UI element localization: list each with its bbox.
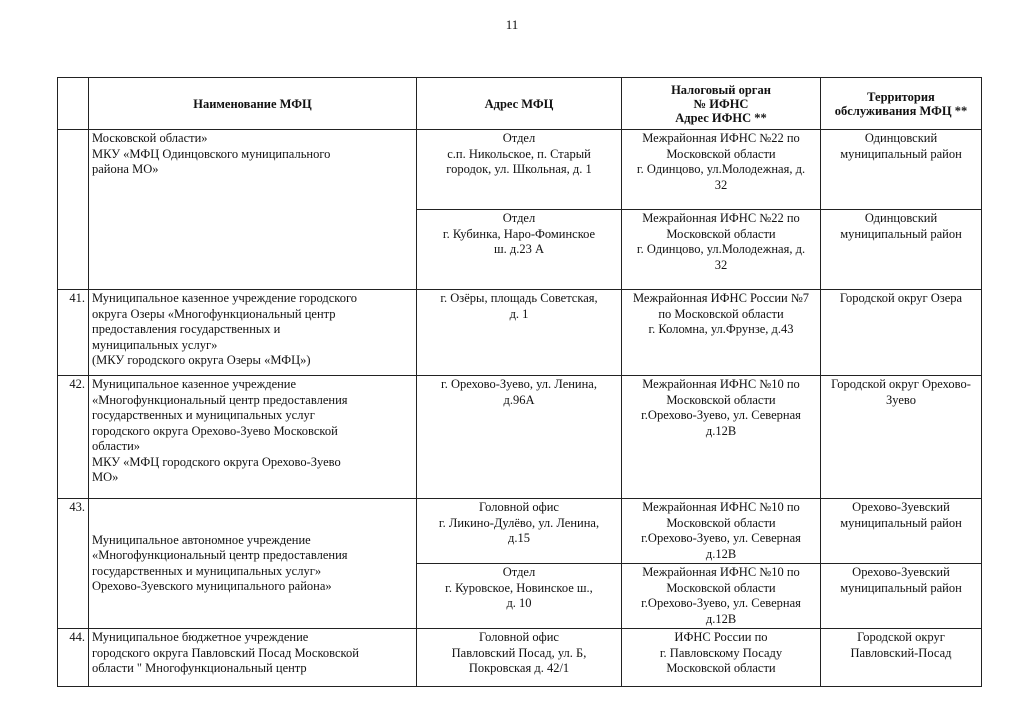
mfc-name: Муниципальное бюджетное учреждение городского округа Павловский Посад Московской области " Многофункциональный центр [89,629,417,687]
tax-office: ИФНС России по г. Павловскому Посаду Московской области [622,629,821,687]
service-territory: Одинцовский муниципальный район [821,130,982,210]
service-territory: Орехово-Зуевский муниципальный район [821,564,982,629]
table-row [58,499,982,564]
tax-office: Межрайонная ИФНС №22 по Московской области г. Одинцово, ул.Молодежная, д. 32 [622,130,821,210]
mfc-address: Головной офис Павловский Посад, ул. Б, Покровская д. 42/1 [417,629,622,687]
mfc-address: Отдел г. Кубинка, Наро-Фоминское ш. д.23 А [417,210,622,290]
mfc-address: г. Озёры, площадь Советская, д. 1 [417,290,622,376]
row-number: 44. [58,629,89,687]
row-number: 43. [58,499,89,629]
mfc-table [57,77,982,687]
row-number: 42. [58,376,89,499]
tax-office: Межрайонная ИФНС №10 по Московской области г.Орехово-Зуево, ул. Северная д.12В [622,499,821,564]
service-territory: Городской округ Озера [821,290,982,376]
tax-office: Межрайонная ИФНС России №7 по Московской области г. Коломна, ул.Фрунзе, д.43 [622,290,821,376]
header-name: Наименование МФЦ [89,78,417,130]
tax-office: Межрайонная ИФНС №22 по Московской области г. Одинцово, ул.Молодежная, д. 32 [622,210,821,290]
mfc-name: Московской области» МКУ «МФЦ Одинцовского муниципального района МО» [89,130,417,290]
table-row [58,376,982,499]
table-row [58,629,982,687]
mfc-address: Отдел г. Куровское, Новинское ш., д. 10 [417,564,622,629]
page-number: 11 [505,17,519,32]
table-row [58,130,982,210]
table-header-row [58,78,982,130]
service-territory: Городской округ Орехово- Зуево [821,376,982,499]
mfc-address: Головной офис г. Ликино-Дулёво, ул. Ленина, д.15 [417,499,622,564]
header-num [58,78,89,130]
service-territory: Одинцовский муниципальный район [821,210,982,290]
mfc-name: Муниципальное автономное учреждение «Многофункциональный центр предоставления государственных и муниципальных услуг» Орехово-Зуевского муниципального района» [89,499,417,629]
service-territory: Орехово-Зуевский муниципальный район [821,499,982,564]
service-territory: Городской округ Павловский-Посад [821,629,982,687]
mfc-name: Муниципальное казенное учреждение городского округа Озеры «Многофункциональный центр предоставления государственных и муниципальных услуг» (МКУ городского округа Озеры «МФЦ») [89,290,417,376]
header-territory: Территория обслуживания МФЦ ** [821,78,982,130]
row-number: 41. [58,290,89,376]
mfc-address: г. Орехово-Зуево, ул. Ленина, д.96А [417,376,622,499]
tax-office: Межрайонная ИФНС №10 по Московской области г.Орехово-Зуево, ул. Северная д.12В [622,376,821,499]
mfc-name: Муниципальное казенное учреждение «Многофункциональный центр предоставления государственных и муниципальных услуг городского округа Орехово-Зуево Московской области» МКУ «МФЦ городского округа Орехово-Зуево МО» [89,376,417,499]
mfc-address: Отдел с.п. Никольское, п. Старый городок, ул. Школьная, д. 1 [417,130,622,210]
header-address: Адрес МФЦ [417,78,622,130]
row-number [58,130,89,290]
table-row [58,290,982,376]
tax-office: Межрайонная ИФНС №10 по Московской области г.Орехово-Зуево, ул. Северная д.12В [622,564,821,629]
header-tax: Налоговый орган № ИФНС Адрес ИФНС ** [622,78,821,130]
